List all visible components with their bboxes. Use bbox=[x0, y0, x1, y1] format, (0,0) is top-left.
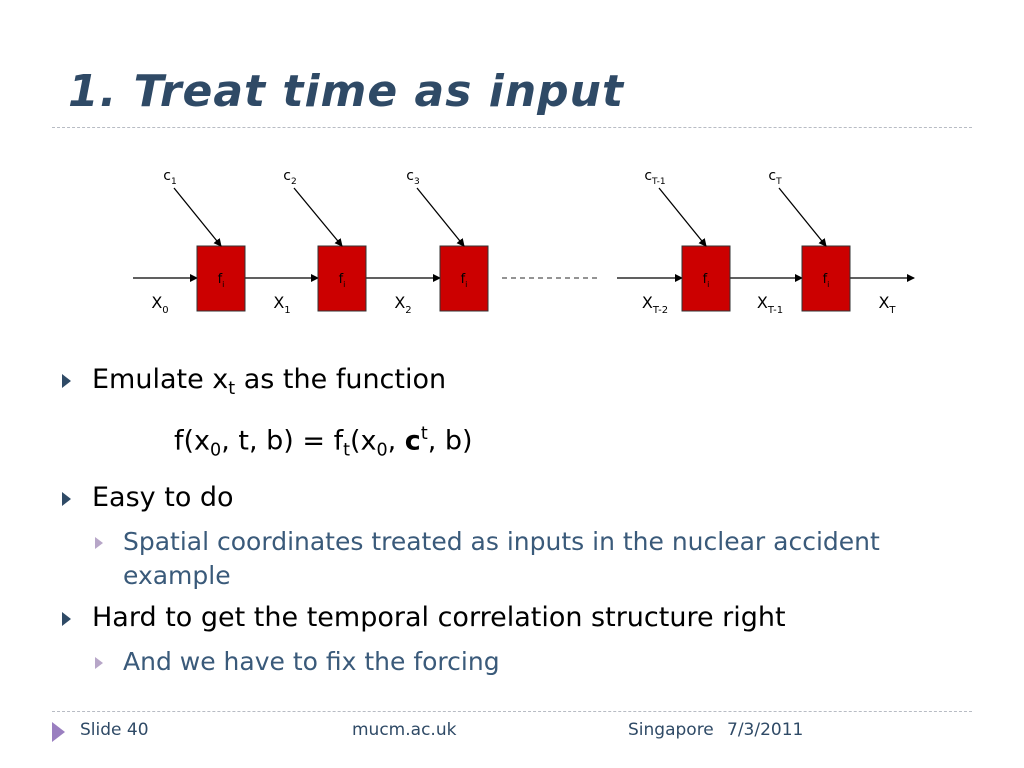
control-arrow bbox=[294, 188, 342, 246]
formula-sub: t bbox=[343, 440, 350, 461]
state-label: $X_1$ bbox=[273, 293, 291, 316]
function-box-label: $f_i$ bbox=[702, 272, 710, 289]
subbullet-forcing-text: And we have to fix the forcing bbox=[123, 646, 500, 676]
state-label: $X_T$ bbox=[878, 293, 896, 316]
subbullet-spatial bbox=[60, 525, 980, 593]
formula bbox=[60, 416, 980, 469]
bullet-hard bbox=[60, 601, 980, 635]
bullet-triangle-icon bbox=[62, 612, 71, 626]
formula-part: (x bbox=[349, 425, 377, 457]
footer-slide-number: Slide 40 bbox=[80, 720, 149, 740]
control-arrow bbox=[779, 188, 826, 246]
footer-site: mucm.ac.uk bbox=[352, 720, 457, 740]
bullet-triangle-icon bbox=[62, 374, 71, 388]
function-box-label: $f_i$ bbox=[460, 272, 468, 289]
formula-sub: 0 bbox=[210, 440, 222, 461]
footer-triangle-icon bbox=[52, 722, 65, 742]
formula-part: f(x bbox=[174, 425, 211, 457]
bullet-emulate-tail: as the function bbox=[235, 364, 447, 395]
state-label: $X_{T-2}$ bbox=[641, 293, 669, 316]
control-label: $c_3$ bbox=[406, 168, 420, 187]
formula-sub: 0 bbox=[376, 440, 388, 461]
bullet-easy bbox=[60, 481, 980, 515]
control-label: $c_T$ bbox=[768, 168, 782, 187]
slide-title: 1. Treat time as input bbox=[68, 66, 624, 117]
control-label: $c_1$ bbox=[163, 168, 177, 187]
function-box-label: $f_i$ bbox=[338, 272, 346, 289]
state-label: $X_0$ bbox=[151, 293, 169, 316]
bullet-triangle-icon bbox=[62, 492, 71, 506]
sequence-diagram bbox=[0, 150, 1024, 330]
footer-date: 7/3/2011 bbox=[727, 720, 804, 740]
control-label: $c_2$ bbox=[283, 168, 297, 187]
formula-sup: t bbox=[420, 424, 428, 445]
bullet-list bbox=[60, 363, 980, 687]
formula-part: , t, b) = f bbox=[221, 425, 344, 457]
footer-divider bbox=[52, 711, 972, 712]
bullet-hard-text: Hard to get the temporal correlation structure right bbox=[92, 601, 786, 633]
bullet-emulate bbox=[60, 363, 980, 406]
state-label: $X_2$ bbox=[394, 293, 412, 316]
footer-location: Singapore bbox=[628, 720, 714, 740]
function-box-label: $f_i$ bbox=[217, 272, 225, 289]
function-box-label: $f_i$ bbox=[822, 272, 830, 289]
subbullet-triangle-icon bbox=[95, 537, 103, 549]
control-label: $c_{T-1}$ bbox=[644, 168, 666, 187]
control-arrow bbox=[659, 188, 706, 246]
formula-bold: c bbox=[404, 425, 421, 457]
subbullet-triangle-icon bbox=[95, 657, 103, 669]
subbullet-spatial-text: Spatial coordinates treated as inputs in the nuclear accident example bbox=[123, 526, 880, 590]
control-arrow bbox=[417, 188, 464, 246]
formula-part: , bbox=[387, 425, 405, 457]
bullet-emulate-text: Emulate x bbox=[92, 364, 229, 395]
bullet-easy-text: Easy to do bbox=[92, 481, 234, 513]
state-label: $X_{T-1}$ bbox=[756, 293, 784, 316]
bullet-emulate-subscript: t bbox=[228, 379, 236, 400]
formula-part: , b) bbox=[427, 425, 473, 457]
control-arrow bbox=[174, 188, 221, 246]
title-divider bbox=[52, 127, 972, 128]
subbullet-forcing bbox=[60, 645, 980, 679]
